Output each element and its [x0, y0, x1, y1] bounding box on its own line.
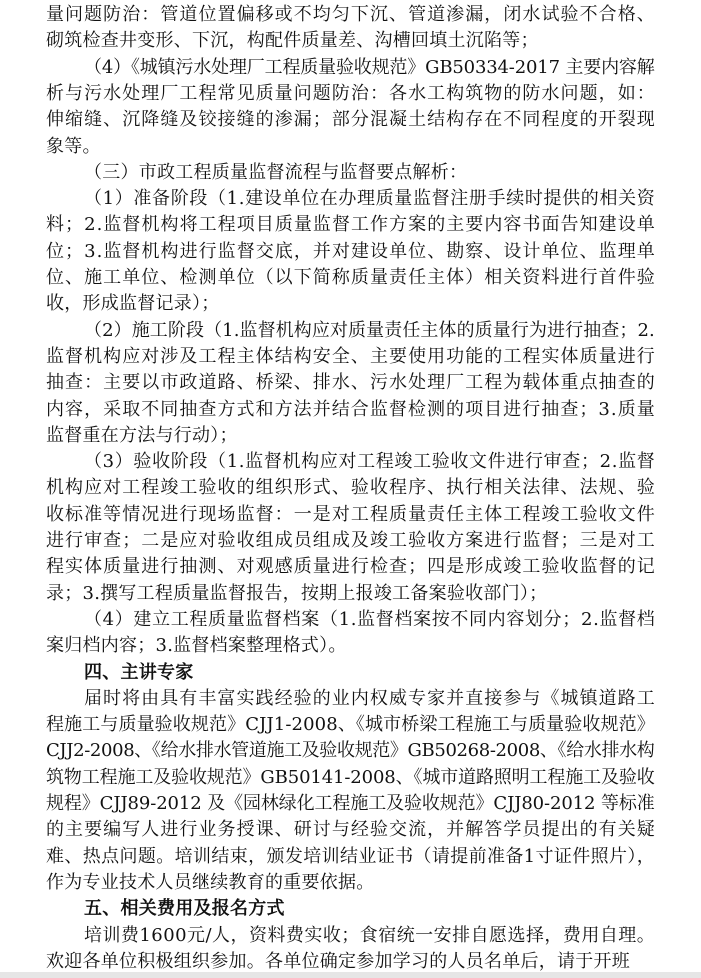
text-line: 伸缩缝、沉降缝及铰接缝的渗漏；部分混凝土结构存在不同程度的开裂现 — [46, 109, 656, 131]
text-line: 收，形成监督记录）； — [46, 293, 220, 315]
text-line: 筑物工程施工及验收规范》GB50141-2008、《城市道路照明工程施工及验收 — [46, 766, 655, 788]
text-line: 收标准等情况进行现场监督：一是对工程质量责任主体工程竣工验收文件 — [46, 503, 656, 525]
text-line: 录；3.撰写工程质量监督报告，按期上报竣工备案验收部门）； — [46, 582, 548, 604]
text-line: 培训费1600元/人，资料费实收；食宿统一安排自愿选择，费用自理。 — [84, 924, 656, 946]
text-line: 象等。 — [46, 135, 101, 157]
text-line: 砌筑检查井变形、下沉，构配件质量差、沟槽回填土沉陷等； — [46, 30, 539, 52]
text-line: 届时将由具有丰富实践经验的业内权威专家并直接参与《城镇道路工 — [84, 687, 656, 709]
text-line: （1）准备阶段（1.建设单位在办理质量监督注册手续时提供的相关资 — [84, 188, 656, 210]
text-line: （2）施工阶段（1.监督机构应对质量责任主体的质量行为进行抽查；2. — [84, 319, 655, 341]
text-line: （3）验收阶段（1.监督机构应对工程竣工验收文件进行审查；2.监督 — [84, 451, 656, 473]
text-line: （三）市政工程质量监督流程与监督要点解析： — [84, 161, 468, 183]
text-line: 程施工与质量验收规范》CJJ1-2008、《城市桥梁工程施工与质量验收规范》 — [46, 714, 655, 736]
text-line: 进行审查；二是应对验收组成员组成及竣工验收方案进行监督；三是对工 — [46, 530, 656, 551]
text-line: 抽查：主要以市政道路、桥梁、排水、污水处理厂工程为载体重点抽查的 — [46, 372, 656, 394]
text-line: 内容，采取不同抽查方式和方法并结合监督检测的项目进行抽查；3.质量 — [46, 398, 656, 420]
text-line: 作为专业技术人员继续教育的重要依据。 — [46, 871, 375, 893]
text-line: 规程》CJJ89-2012 及《园林绿化工程施工及验收规范》CJJ80-2012 等标准 — [46, 793, 655, 814]
text-line: 监督机构应对涉及工程主体结构安全、主要使用功能的工程实体质量进行 — [46, 345, 656, 367]
text-line: 位；3.监督机构进行监督交底，并对建设单位、勘察、设计单位、监理单 — [46, 240, 656, 262]
text-line: 难、热点问题。培训结束，颁发培训结业证书（请提前准备1寸证件照片）， — [46, 845, 656, 867]
page-bottom-edge — [0, 972, 701, 978]
text-line: 机构应对工程竣工验收的组织形式、验收程序、执行相关法律、法规、验 — [46, 477, 656, 499]
text-line: 欢迎各单位积极组织参加。各单位确定参加学习的人员名单后，请于开班 — [46, 950, 630, 972]
text-line: 的主要编写人进行业务授课、研讨与经验交流，并解答学员提出的有关疑 — [46, 819, 656, 841]
text-line: CJJ2-2008、《给水排水管道施工及验收规范》GB50268-2008、《给水排水构 — [46, 740, 655, 762]
text-line: （4）建立工程质量监督档案（1.监督档案按不同内容划分；2.监督档 — [84, 608, 656, 630]
text-line: 析与污水处理厂工程常见质量问题防治：各水工构筑物的防水问题，如： — [46, 82, 656, 104]
text-line: 监督重在方法与行动）； — [46, 424, 238, 446]
text-line: 案归档内容；3.监督档案整理格式）。 — [46, 635, 347, 657]
text-line: 位、施工单位、检测单位（以下简称质量责任主体）相关资料进行首件验 — [46, 267, 656, 288]
text-line: 量问题防治：管道位置偏移或不均匀下沉、管道渗漏，闭水试验不合格、 — [46, 4, 656, 25]
text-line: 料；2.监督机构将工程项目质量监督工作方案的主要内容书面告知建设单 — [46, 214, 656, 236]
section-heading: 四、主讲专家 — [84, 661, 194, 683]
text-line: 程实体质量进行抽测、对观感质量进行检查；四是形成竣工验收监督的记 — [46, 556, 656, 578]
text-line: （4）《城镇污水处理厂工程质量验收规范》GB50334-2017 主要内容解 — [84, 56, 655, 78]
section-heading: 五、相关费用及报名方式 — [84, 898, 285, 920]
